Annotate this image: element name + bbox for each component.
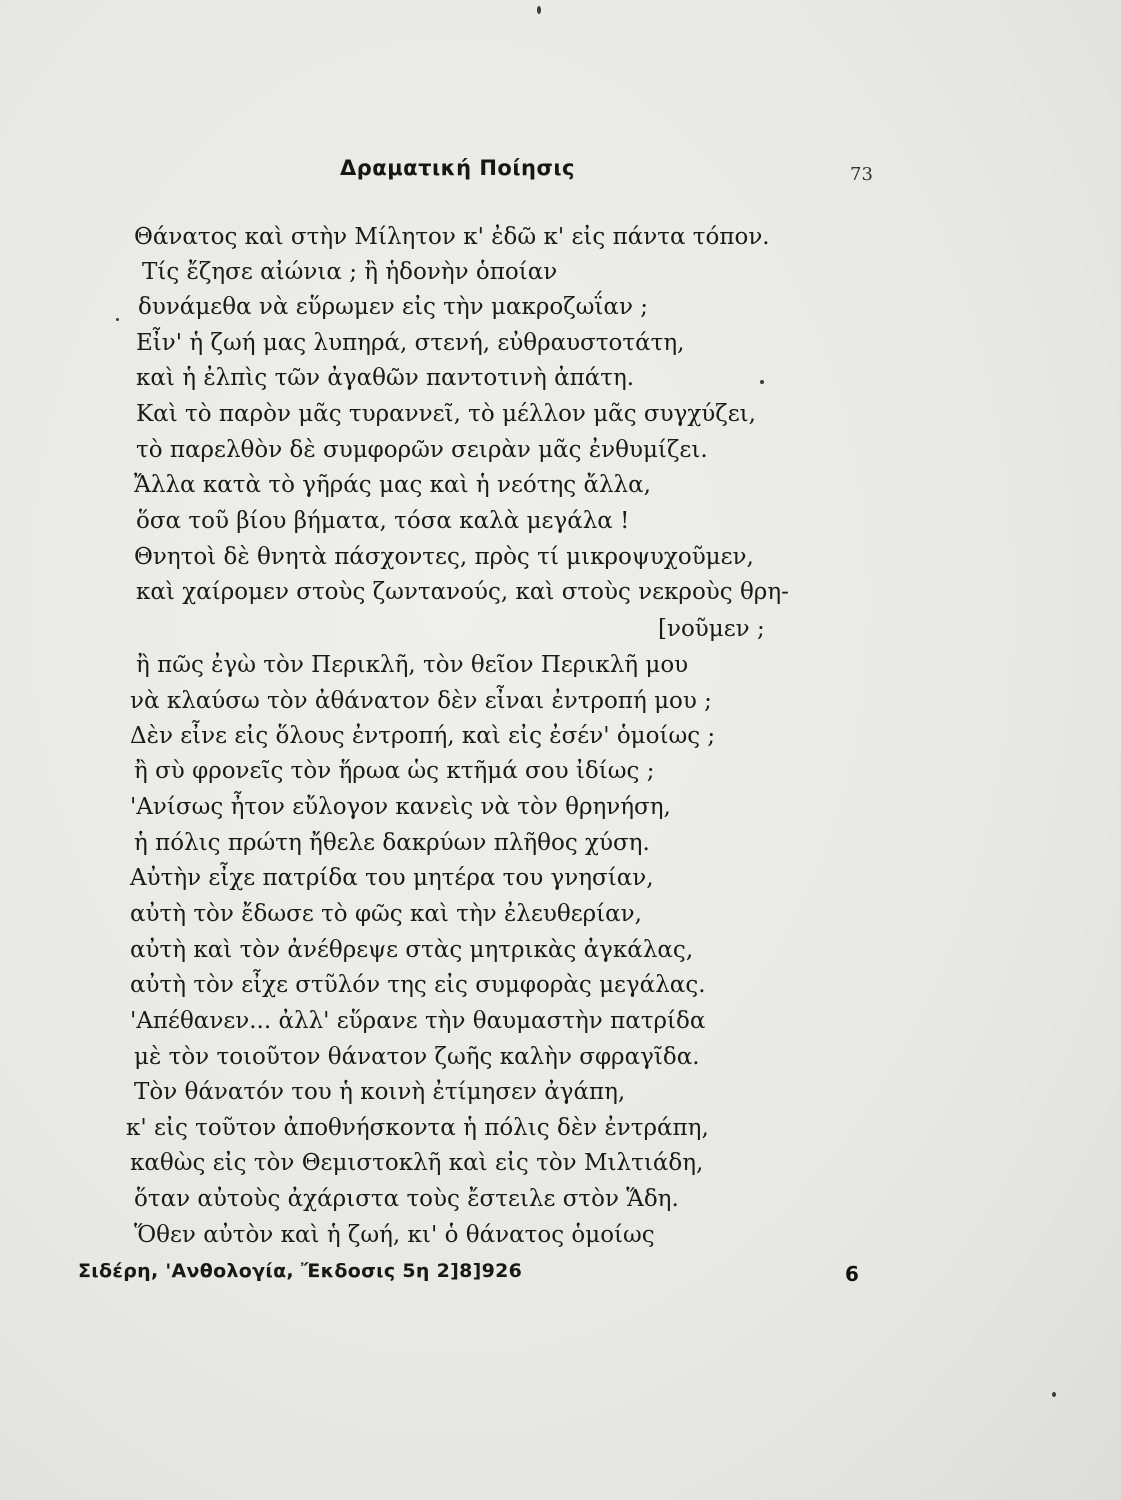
verse-line: Ἄλλα κατὰ τὸ γῆράς μας καὶ ἡ νεότης ἄλλα,	[134, 472, 651, 498]
verse-line: κ' εἰς τοῦτον ἀποθνήσκοντα ἡ πόλις δὲν ἐντράπη,	[126, 1115, 709, 1141]
verse-line: 'Ανίσως ἦτον εὔλογον κανεὶς νὰ τὸν θρηνήση,	[130, 794, 671, 820]
verse-line: Θάνατος καὶ στὴν Μίλητον κ' ἐδῶ κ' εἰς πάντα τόπον.	[134, 224, 770, 250]
verse-line: Αὐτὴν εἶχε πατρίδα του μητέρα του γνησίαν,	[130, 865, 654, 891]
verse-line: Θνητοὶ δὲ θνητὰ πάσχοντες, πρὸς τί μικροψυχοῦμεν,	[134, 544, 754, 570]
gathering-number: 6	[845, 1262, 859, 1286]
page-number: 73	[850, 164, 873, 185]
print-speck	[537, 6, 541, 14]
verse-line: 'Απέθανεν... ἀλλ' εὕρανε τὴν θαυμαστὴν πατρίδα	[130, 1008, 706, 1034]
print-speck	[760, 380, 764, 384]
verse-line: καὶ χαίρομεν στοὺς ζωντανούς, καὶ στοὺς νεκροὺς θρη-	[136, 579, 789, 605]
verse-line: καθὼς εἰς τὸν Θεμιστοκλῆ καὶ εἰς τὸν Μιλτιάδη,	[130, 1150, 704, 1176]
verse-line: Εἶν' ἡ ζωή μας λυπηρά, στενή, εὐθραυστοτάτη,	[136, 330, 685, 356]
printer-signature: Σιδέρη, 'Ανθολογία, Ἔκδοσις 5η 2]8]926	[78, 1260, 523, 1282]
verse-line-continuation: [νοῦμεν ;	[658, 616, 765, 642]
verse-line: ὅταν αὐτοὺς ἀχάριστα τοὺς ἔστειλε στὸν Ἅδη.	[134, 1186, 679, 1212]
verse-line: ἡ πόλις πρώτη ἤθελε δακρύων πλῆθος χύση.	[134, 830, 650, 856]
verse-line: Ὅθεν αὐτὸν καὶ ἡ ζωή, κι' ὁ θάνατος ὁμοίως	[134, 1222, 655, 1248]
print-speck	[1052, 1392, 1056, 1397]
verse-line: Καὶ τὸ παρὸν μᾶς τυραννεῖ, τὸ μέλλον μᾶς συγχύζει,	[136, 401, 756, 427]
verse-line: Τίς ἔζησε αἰώνια ; ἢ ἡδονὴν ὁποίαν	[142, 259, 558, 285]
verse-line: ἢ σὺ φρονεῖς τὸν ἥρωα ὡς κτῆμά σου ἰδίως ;	[134, 758, 655, 784]
running-title: Δραματική Ποίησις	[340, 156, 575, 180]
verse-line: αὐτὴ καὶ τὸν ἀνέθρεψε στὰς μητρικὰς ἀγκάλας,	[130, 937, 694, 963]
print-speck	[116, 318, 119, 321]
verse-line: Τὸν θάνατόν του ἡ κοινὴ ἐτίμησεν ἀγάπη,	[134, 1079, 626, 1105]
verse-line: αὐτὴ τὸν ἔδωσε τὸ φῶς καὶ τὴν ἐλευθερίαν,	[130, 901, 642, 927]
verse-line: νὰ κλαύσω τὸν ἀθάνατον δὲν εἶναι ἐντροπή μου ;	[130, 688, 712, 714]
verse-line: ἢ πῶς ἐγὼ τὸν Περικλῆ, τὸν θεῖον Περικλῆ μου	[136, 652, 689, 678]
verse-line: δυνάμεθα νὰ εὕρωμεν εἰς τὴν μακροζωΐαν ;	[138, 294, 649, 320]
verse-line: αὐτὴ τὸν εἶχε στῦλόν της εἰς συμφορὰς μεγάλας.	[130, 972, 706, 998]
verse-line: Δὲν εἶνε εἰς ὅλους ἐντροπή, καὶ εἰς ἐσέν' ὁμοίως ;	[130, 723, 716, 749]
verse-line: καὶ ἡ ἐλπὶς τῶν ἀγαθῶν παντοτινὴ ἀπάτη.	[136, 365, 635, 391]
verse-line: μὲ τὸν τοιοῦτον θάνατον ζωῆς καλὴν σφραγῖδα.	[134, 1044, 700, 1070]
verse-line: τὸ παρελθὸν δὲ συμφορῶν σειρὰν μᾶς ἐνθυμίζει.	[136, 437, 708, 463]
verse-line: ὅσα τοῦ βίου βήματα, τόσα καλὰ μεγάλα !	[136, 508, 630, 534]
